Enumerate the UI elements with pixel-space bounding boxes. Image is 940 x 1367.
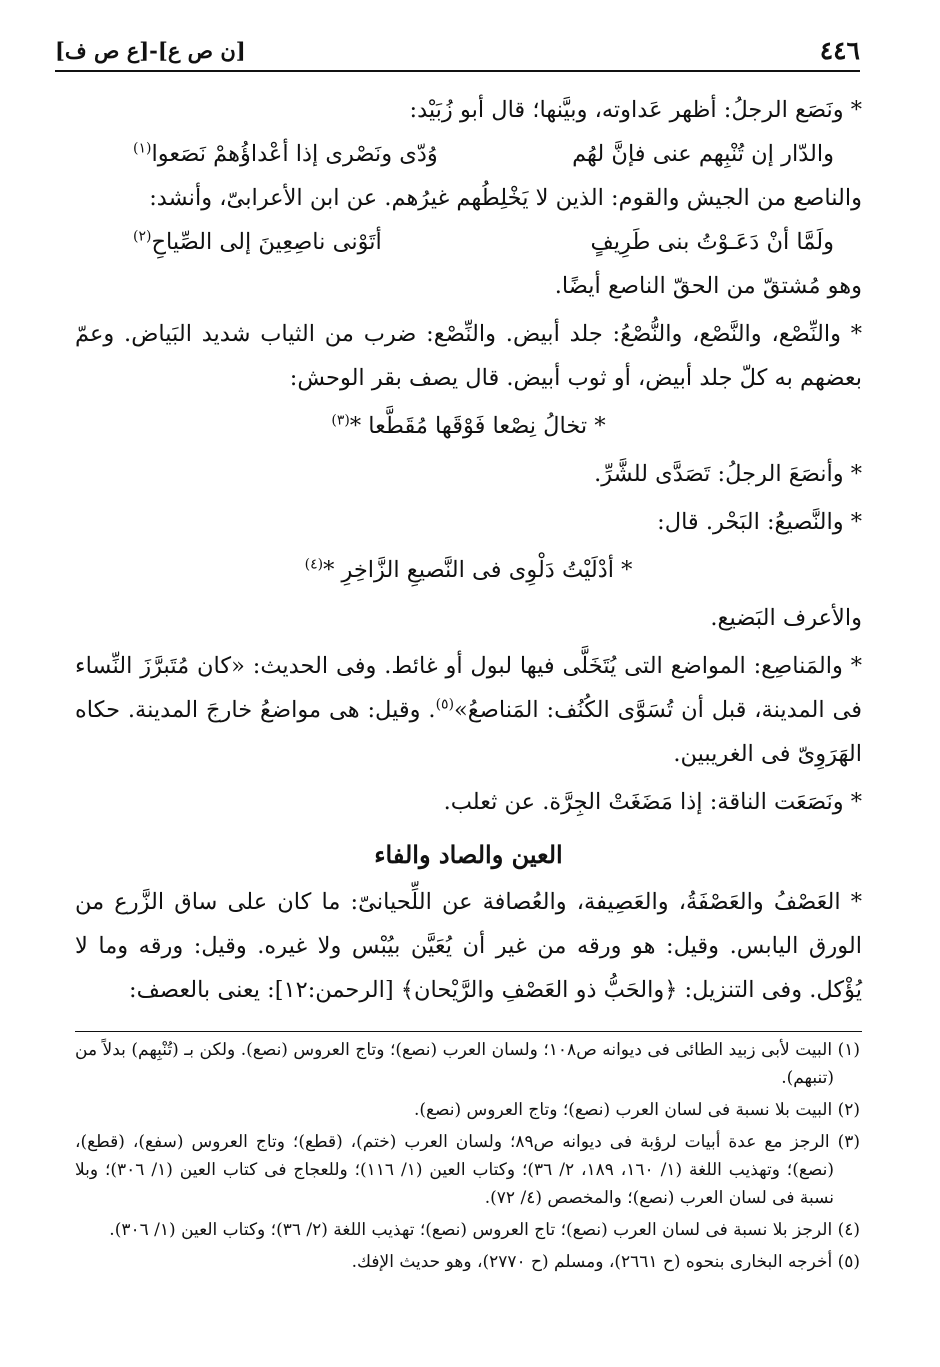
entry-line: * ونَصَع الرجلُ: أظهر عَداوته، وبيَّنها؛ قال أبو زُبَيْد: [409, 97, 862, 123]
footnotes [75, 1036, 860, 1280]
footnote: (٣) الرجز مع عدة أبيات لرؤبة فى ديوانه ص٨٩؛ ولسان العرب (ختم)، (قطع)؛ وتاج العروس (سفع)، (قطع)، (نصع)؛ وتهذيب اللغة (١/ ١٦٠، ١٨٩، ٢/ ٣٦)؛ وكتاب العين (١/ ١١٦)؛ وللعجاج فى كتاب العين (١/ ٣٠٦)؛ وبلا نسبة فى لسان العرب (نصع)؛ والمخصص (٤/ ٧٢). [75, 1132, 861, 1208]
footnote: (١) البيت لأبى زبيد الطائى فى ديوانه ص١٠٨؛ ولسان العرب (نصع)؛ وتاج العروس (نصع). ولكن بـ (تُنْبِهم) بدلاً من (تنبهم). [75, 1040, 860, 1088]
running-head: [ن ص ع]-[ع ص ف] [55, 38, 246, 63]
page-header [55, 30, 860, 72]
entry-line: وهو مُشتقّ من الحقّ الناصع أيضًا. [554, 273, 862, 299]
verse-hemistich-first: ولَمَّا أنْ دَعَـوْتُ بنى طَرِيفٍ [590, 229, 834, 255]
page-number: ٤٤٦ [819, 36, 860, 65]
section-heading: العين والصاد والفاء [374, 840, 563, 869]
rajaz-text: * أدْلَيْتُ دَلْوِى فى النَّصيعِ الزَّاخِرِ * [323, 557, 633, 583]
footnote: (٢) البيت بلا نسبة فى لسان العرب (نصع)؛ وتاج العروس (نصع). [413, 1100, 860, 1120]
entry-text-tail: . وقيل: هى مواضعُ خارجَ المدينة. حكاه الهَرَوِىّ فى الغريبين. [75, 697, 862, 767]
entry-line: * والنَّصيعُ: البَحْر. قال: [657, 509, 862, 535]
entry-line: والناصع من الجيش والقوم: الذين لا يَخْلِطُهم غيرُهم. عن ابن الأعرابىّ، وأنشد: [149, 185, 862, 211]
footnote: (٥) أخرجه البخارى بنحوه (ح ٢٦٦١)، ومسلم (ح ٢٧٧٠)، وهو حديث الإفك. [351, 1252, 860, 1272]
rajaz-line-2 [75, 544, 862, 596]
footnote: (٤) الرجز بلا نسبة فى لسان العرب (نصع)؛ تاج العروس (نصع)؛ تهذيب اللغة (٢/ ٣٦)؛ وكتاب العين (١/ ٣٠٦). [109, 1220, 860, 1240]
verse-2 [75, 220, 862, 264]
footnote-separator [75, 1031, 862, 1032]
footnote-ref: (٤) [304, 556, 324, 573]
footnote-ref: (٥) [435, 696, 455, 713]
entry-paragraph: * والنِّصْع، والنَّصْع، والنُّصْعُ: جلد أبيض. والنِّصْع: ضرب من الثياب شديد البَياض. وعمّ بعضهم به كلّ جلد أبيض، أو ثوب أبيض. قال يصف بقر الوحش: [75, 321, 862, 391]
footnote-ref: (١) [133, 140, 152, 157]
rajaz-line-1 [75, 400, 862, 452]
footnote-ref: (٣) [331, 412, 350, 429]
main-text [75, 88, 862, 1012]
verse-hemistich-second [133, 132, 438, 176]
verse-hemistich-first: والدّار إن تُنْبِهم عنى فإنَّ لهُم [572, 141, 834, 167]
entry-text: * والمَناصِع: المواضع التى يُتَخَلَّى فيها لبول أو غائط. وفى الحديث: «كان مُتَبرَّزَ النِّساء فى المدينة، قبل أن تُسَوَّى الكُنُف: المَناصعُ» [75, 653, 862, 723]
entry-line: والأعرف البَضيع. [710, 605, 862, 631]
entry-paragraph [75, 644, 862, 776]
verse-1 [75, 132, 862, 176]
entry-line: * ونَصَعَت الناقة: إذا مَضَغَتْ الجِرَّة. عن ثعلب. [443, 789, 862, 815]
footnote-ref: (٢) [133, 228, 152, 245]
entry-paragraph: * العَصْفُ والعَصْفَةُ، والعَصِيفة، والعُصافة عن اللِّحيانىّ: ما كان على ساق الزَّرع من الورق اليابس. وقيل: هو ورقه من غير أن يُعَيَّن بيُبْس ولا غيره. وقيل: ورقه وما لا يُؤْكل. وفى التنزيل: ﴿والحَبُّ ذو العَصْفِ والرَّيْحان﴾ [الرحمن:١٢]: يعنى بالعصف: [75, 889, 862, 1003]
entry-line: * وأنصَعَ الرجلُ: تَصَدَّى للشَّرِّ. [594, 461, 862, 487]
verse-hemistich-second [133, 220, 382, 264]
verse-text: أتَوْنى ناصِعِينَ إلى الصِّياحِ [151, 229, 382, 255]
verse-text: وُدّى ونَصْرى إذا أعْداؤُهمْ نَصَعوا [151, 141, 438, 167]
rajaz-text: * تخالُ نِصْعا فَوْقَها مُقَطَّعا * [349, 413, 606, 439]
